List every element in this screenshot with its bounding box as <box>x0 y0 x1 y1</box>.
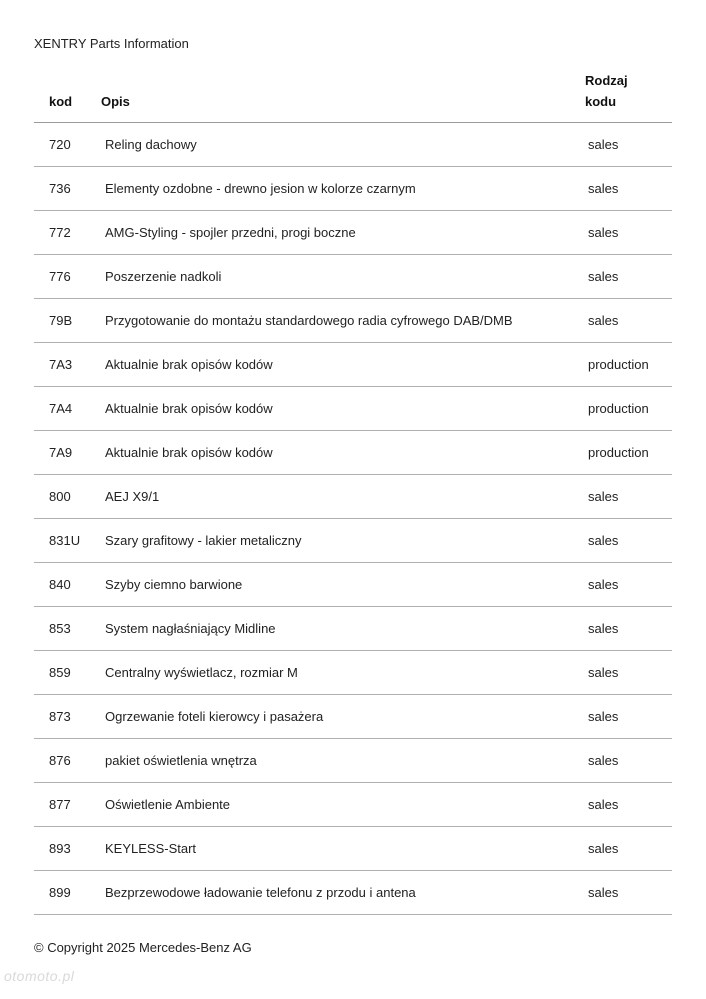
table-row <box>34 299 672 343</box>
cell-description: Aktualnie brak opisów kodów <box>101 343 585 387</box>
table-row <box>34 739 672 783</box>
cell-type: sales <box>585 167 672 211</box>
column-header-description: Opis <box>101 70 585 123</box>
table-row <box>34 871 672 915</box>
table-row <box>34 651 672 695</box>
cell-type: sales <box>585 871 672 915</box>
cell-type: sales <box>585 255 672 299</box>
table-row <box>34 255 672 299</box>
table-row <box>34 431 672 475</box>
cell-type: sales <box>585 695 672 739</box>
cell-code: 800 <box>34 475 101 519</box>
cell-type: production <box>585 343 672 387</box>
cell-type: sales <box>585 607 672 651</box>
cell-code: 859 <box>34 651 101 695</box>
cell-type: sales <box>585 827 672 871</box>
cell-description: Przygotowanie do montażu standardowego radia cyfrowego DAB/DMB <box>101 299 585 343</box>
cell-type: sales <box>585 651 672 695</box>
cell-description: Szyby ciemno barwione <box>101 563 585 607</box>
cell-description: KEYLESS-Start <box>101 827 585 871</box>
table-row <box>34 607 672 651</box>
cell-code: 873 <box>34 695 101 739</box>
cell-code: 853 <box>34 607 101 651</box>
cell-code: 79B <box>34 299 101 343</box>
cell-code: 877 <box>34 783 101 827</box>
page-header-title: XENTRY Parts Information <box>34 36 189 51</box>
cell-description: Oświetlenie Ambiente <box>101 783 585 827</box>
cell-description: pakiet oświetlenia wnętrza <box>101 739 585 783</box>
cell-code: 840 <box>34 563 101 607</box>
cell-code: 831U <box>34 519 101 563</box>
cell-description: System nagłaśniający Midline <box>101 607 585 651</box>
cell-code: 7A9 <box>34 431 101 475</box>
cell-type: sales <box>585 211 672 255</box>
cell-description: Reling dachowy <box>101 123 585 167</box>
column-header-type <box>585 70 672 123</box>
column-header-type-line1: Rodzaj <box>585 73 628 88</box>
table-row <box>34 827 672 871</box>
cell-description: Aktualnie brak opisów kodów <box>101 431 585 475</box>
cell-code: 772 <box>34 211 101 255</box>
table-header <box>34 70 672 123</box>
cell-code: 7A4 <box>34 387 101 431</box>
cell-description: Centralny wyświetlacz, rozmiar M <box>101 651 585 695</box>
table-row <box>34 387 672 431</box>
column-header-type-line2: kodu <box>585 94 617 109</box>
cell-type: production <box>585 431 672 475</box>
watermark-logo: otomoto.pl <box>4 968 75 984</box>
cell-description: Elementy ozdobne - drewno jesion w kolorze czarnym <box>101 167 585 211</box>
cell-description: Bezprzewodowe ładowanie telefonu z przodu i antena <box>101 871 585 915</box>
cell-code: 720 <box>34 123 101 167</box>
table-row <box>34 343 672 387</box>
cell-type: sales <box>585 783 672 827</box>
parts-table <box>34 70 672 915</box>
table-row <box>34 211 672 255</box>
table-row <box>34 783 672 827</box>
cell-description: AEJ X9/1 <box>101 475 585 519</box>
table-row <box>34 695 672 739</box>
cell-code: 776 <box>34 255 101 299</box>
table-body <box>34 123 672 915</box>
cell-type: sales <box>585 739 672 783</box>
table-row <box>34 563 672 607</box>
cell-type: sales <box>585 123 672 167</box>
cell-type: sales <box>585 563 672 607</box>
copyright-footer: © Copyright 2025 Mercedes-Benz AG <box>34 940 252 955</box>
cell-code: 899 <box>34 871 101 915</box>
cell-description: Aktualnie brak opisów kodów <box>101 387 585 431</box>
cell-description: Ogrzewanie foteli kierowcy i pasażera <box>101 695 585 739</box>
cell-code: 736 <box>34 167 101 211</box>
header-row <box>34 70 672 123</box>
table-row <box>34 519 672 563</box>
table-row <box>34 475 672 519</box>
cell-description: Poszerzenie nadkoli <box>101 255 585 299</box>
cell-description: Szary grafitowy - lakier metaliczny <box>101 519 585 563</box>
cell-type: sales <box>585 519 672 563</box>
table-row <box>34 167 672 211</box>
cell-description: AMG-Styling - spojler przedni, progi boczne <box>101 211 585 255</box>
column-header-code: kod <box>34 70 101 123</box>
cell-code: 893 <box>34 827 101 871</box>
cell-code: 876 <box>34 739 101 783</box>
table-row <box>34 123 672 167</box>
cell-type: sales <box>585 299 672 343</box>
cell-type: production <box>585 387 672 431</box>
cell-type: sales <box>585 475 672 519</box>
cell-code: 7A3 <box>34 343 101 387</box>
